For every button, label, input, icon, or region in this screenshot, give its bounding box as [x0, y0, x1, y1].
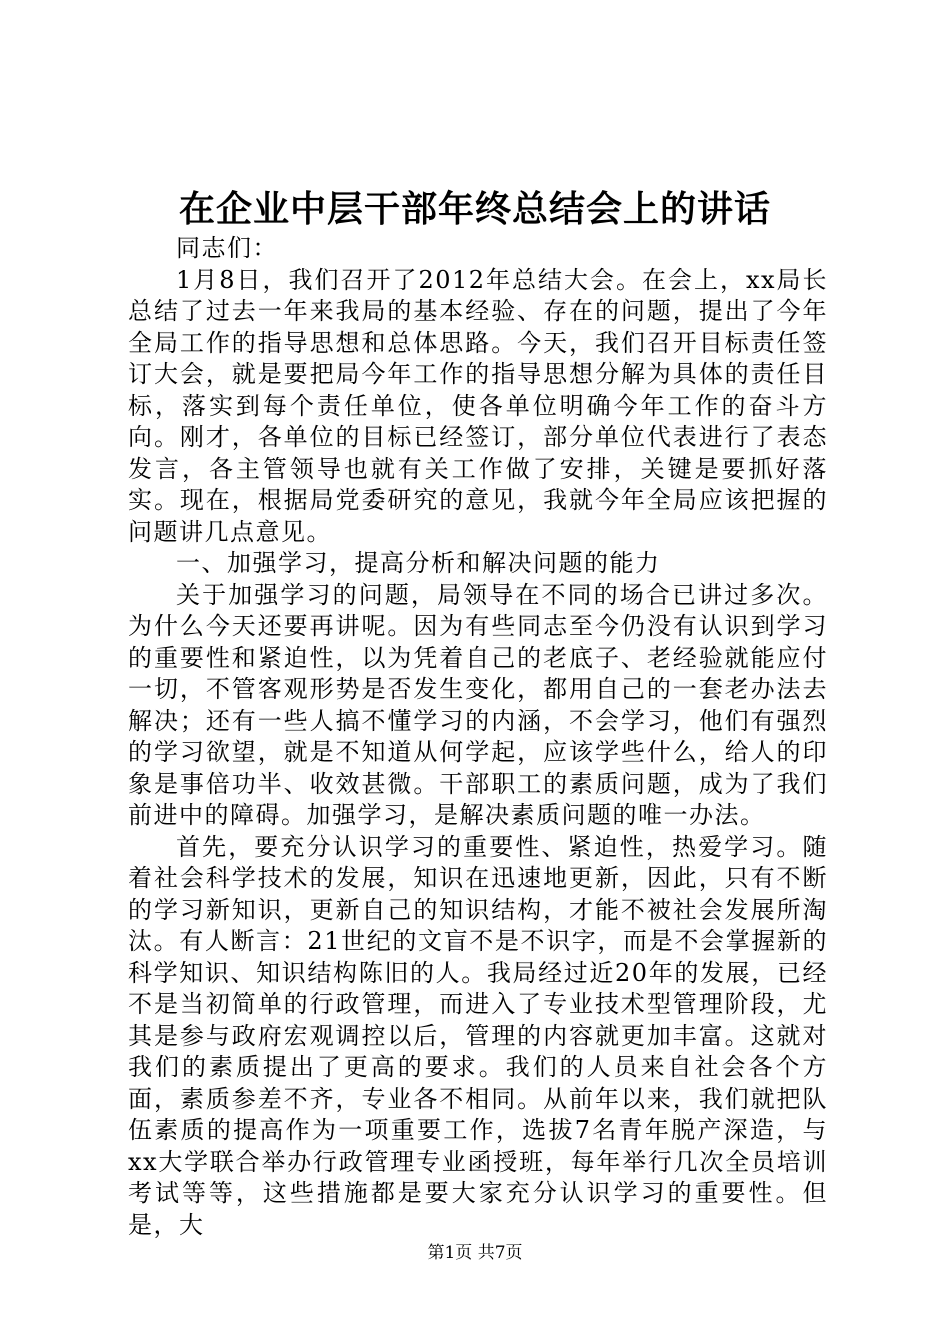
body-paragraph: 首先，要充分认识学习的重要性、紧迫性，热爱学习。随着社会科学技术的发展，知识在迅速地更新，因此，只有不断的学习新知识，更新自己的知识结构，才能不被社会发展所淘汰。有人断言：21世纪的文盲不是不识字，而是不会掌握新的科学知识、知识结构陈旧的人。我局经过近20年的发展，已经不是当初简单的行政管理，而进入了专业技术型管理阶段，尤其是参与政府宏观调控以后，管理的内容就更加丰富。这就对我们的素质提出了更高的要求。我们的人员来自社会各个方面，素质参差不齐，专业各不相同。从前年以来，我们就把队伍素质的提高作为一项重要工作，选拔7名青年脱产深造，与xx大学联合举办行政管理专业函授班，每年举行几次全员培训考试等等，这些措施都是要大家充分认识学习的重要性。但是，大	[128, 832, 828, 1239]
section-heading: 一、加强学习，提高分析和解决问题的能力	[176, 549, 661, 577]
document-body	[128, 233, 828, 1241]
salutation-paragraph: 同志们：	[176, 234, 278, 262]
document-title: 在企业中层干部年终总结会上的讲话	[178, 188, 771, 230]
page-footer: 第1页 共7页	[427, 1243, 523, 1263]
body-paragraph: 关于加强学习的问题，局领导在不同的场合已讲过多次。为什么今天还要再讲呢。因为有些同志至今仍没有认识到学习的重要性和紧迫性，以为凭着自己的老底子、老经验就能应付一切，不管客观形势是否发生变化，都用自己的一套老办法去解决；还有一些人搞不懂学习的内涵，不会学习，他们有强烈的学习欲望，就是不知道从何学起，应该学些什么，给人的印象是事倍功半、收效甚微。干部职工的素质问题，成为了我们前进中的障碍。加强学习，是解决素质问题的唯一办法。	[128, 580, 828, 829]
body-paragraph: 1月8日，我们召开了2012年总结大会。在会上，xx局长总结了过去一年来我局的基本经验、存在的问题，提出了今年全局工作的指导思想和总体思路。今天，我们召开目标责任签订大会，就是要把局今年工作的指导思想分解为具体的责任目标，落实到每个责任单位，使各单位明确今年工作的奋斗方向。刚才，各单位的目标已经签订，部分单位代表进行了表态发言，各主管领导也就有关工作做了安排，关键是要抓好落实。现在，根据局党委研究的意见，我就今年全局应该把握的问题讲几点意见。	[128, 265, 828, 546]
